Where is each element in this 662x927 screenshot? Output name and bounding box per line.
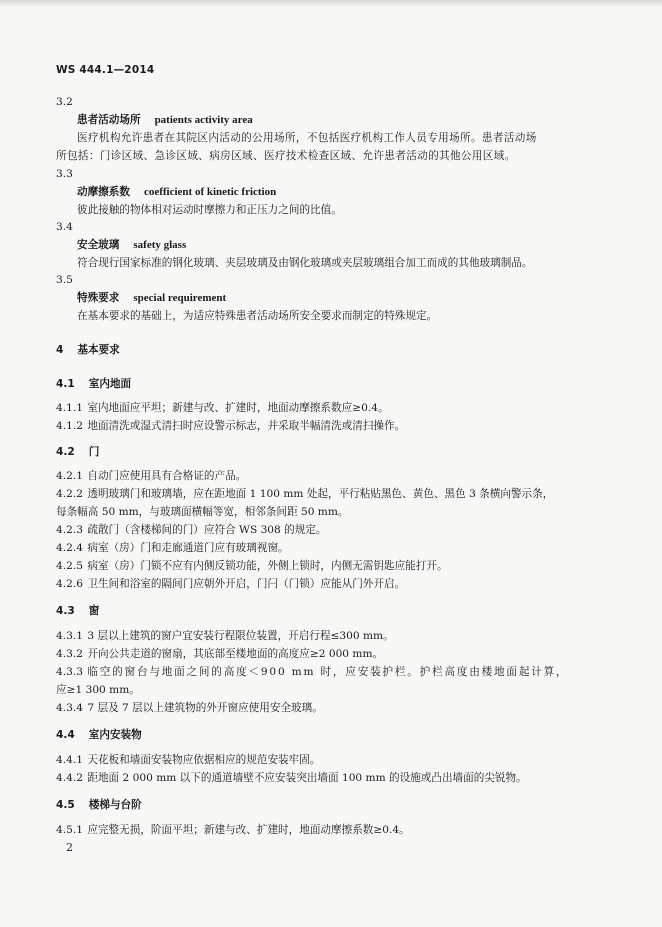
clause-number: 4.2.2: [56, 488, 83, 500]
clause-number: 4.2.5: [56, 560, 83, 572]
clause-number: 4.2.1: [56, 470, 83, 482]
term-english: special requirement: [133, 292, 227, 304]
section-number: 4.3: [56, 605, 75, 617]
clause-number: 4.3.3: [56, 666, 83, 678]
term-3-5: [77, 291, 226, 305]
clause-text: 病室（房）门锁不应有内侧反锁功能，外侧上锁时，内侧无需钥匙应能打开。: [87, 560, 448, 572]
clause-number: 4.2.6: [56, 578, 83, 590]
clause-text: 天花板和墙面安装物应依据相应的规范安装牢固。: [87, 754, 321, 766]
clause-text: 7 层及 7 层以上建筑物的外开窗应使用安全玻璃。: [87, 702, 323, 714]
clause-number: 4.3.2: [56, 648, 83, 660]
definition-line: 在基本要求的基础上，为适应特殊患者活动场所安全要求而制定的特殊规定。: [77, 310, 438, 322]
definition-line: 所包括：门诊区域、急诊区域、病房区域、医疗技术检查区域、允许患者活动的其他公用区域。: [56, 150, 516, 162]
definition-line: 彼此接触的物体相对运动时摩擦力和正压力之间的比值。: [77, 204, 342, 216]
clause-number: 4.2.3: [56, 524, 83, 536]
clause-text: 自动门应使用具有合格证的产品。: [87, 470, 247, 482]
clause-number-3-3: 3.3: [56, 168, 73, 180]
clause-number: 4.3.1: [56, 630, 83, 642]
clause-number-3-5: 3.5: [56, 274, 73, 286]
section-number: 4.2: [56, 446, 75, 458]
clause-4-4-1: [56, 753, 320, 767]
clause-text: 透明玻璃门和玻璃墙，应在距地面 1 100 mm 处起，平行粘贴黑色、黄色、黑色 3 条横向警示条，: [87, 488, 554, 500]
clause-4-3-1: [56, 629, 394, 643]
clause-text: 开向公共走道的窗扇，其底部至楼地面的高度应≥2 000 mm。: [87, 648, 384, 660]
term-english: coefficient of kinetic friction: [143, 186, 277, 198]
clause-number: 4.4.1: [56, 754, 83, 766]
clause-4-2-2: [56, 487, 553, 501]
clause-text: 应完整无损，阶面平坦；新建与改、扩建时，地面动摩擦系数≥0.4。: [87, 824, 410, 836]
clause-number-3-4: 3.4: [56, 221, 73, 233]
section-heading-4-1: [56, 377, 131, 391]
clause-continuation: 每条幅高 50 mm，与玻璃面横幅等宽，相邻条间距 50 mm。: [56, 506, 349, 518]
definition-line: 医疗机构允许患者在其院区内活动的公用场所，不包括医疗机构工作人员专用场所。患者活动场: [77, 132, 537, 144]
section-title: 楼梯与台阶: [88, 799, 142, 811]
term-chinese: 安全玻璃: [77, 239, 120, 251]
clause-4-1-1: [56, 401, 389, 415]
clause-4-2-6: [56, 577, 405, 591]
page-number: 2: [66, 841, 73, 854]
clause-text: 距地面 2 000 mm 以下的通道墙壁不应安装突出墙面 100 mm 的设施或凸出墙面的尖锐物。: [87, 772, 527, 784]
clause-text: 地面清洗或湿式清扫时应设警示标志，并采取半幅清洗或清扫操作。: [87, 420, 406, 432]
section-title: 窗: [88, 605, 100, 617]
clause-number-3-2: 3.2: [56, 96, 73, 108]
clause-number: 4.5.1: [56, 824, 83, 836]
term-chinese: 患者活动场所: [77, 114, 141, 126]
clause-continuation: 应≥1 300 mm。: [56, 684, 140, 696]
clause-text: 室内地面应平坦；新建与改、扩建时，地面动摩擦系数应≥0.4。: [87, 402, 389, 414]
section-heading-4-3: [56, 604, 99, 618]
section-title: 基本要求: [77, 344, 120, 356]
clause-4-5-1: [56, 823, 410, 837]
clause-text: 病室（房）门和走廊通道门应有玻璃视窗。: [87, 542, 289, 554]
clause-number: 4.4.2: [56, 772, 83, 784]
section-number: 4.4: [56, 729, 75, 741]
section-number: 4.1: [56, 378, 75, 390]
term-english: safety glass: [133, 239, 187, 251]
section-title: 室内地面: [88, 378, 132, 390]
clause-4-1-2: [56, 419, 405, 433]
clause-number: 4.2.4: [56, 542, 83, 554]
clause-number: 4.1.2: [56, 420, 83, 432]
section-number: 4.5: [56, 799, 75, 811]
section-title: 室内安装物: [88, 729, 142, 741]
clause-4-4-2: [56, 771, 527, 785]
clause-4-3-3: [56, 665, 568, 679]
clause-text: 临空的窗台与地面之间的高度＜900 mm 时，应安装护栏。护栏高度由楼地面起计算，: [87, 666, 569, 678]
term-3-4: [77, 238, 186, 252]
clause-number: 4.1.1: [56, 402, 83, 414]
section-heading-4-5: [56, 798, 142, 812]
clause-4-2-4: [56, 541, 289, 555]
clause-text: 疏散门（含楼梯间的门）应符合 WS 308 的规定。: [87, 524, 327, 536]
clause-4-2-5: [56, 559, 448, 573]
term-chinese: 动摩擦系数: [77, 186, 130, 198]
definition-line: 符合现行国家标准的钢化玻璃、夹层玻璃及由钢化玻璃或夹层玻璃组合加工而成的其他玻璃制品。: [77, 257, 533, 269]
section-title: 门: [88, 446, 100, 458]
clause-text: 卫生间和浴室的隔间门应朝外开启，门闩（门锁）应能从门外开启。: [87, 578, 406, 590]
term-3-3: [77, 185, 276, 199]
clause-4-2-3: [56, 523, 327, 537]
section-heading-4-2: [56, 445, 99, 459]
term-3-2: [77, 113, 253, 127]
clause-4-3-4: [56, 701, 323, 715]
term-english: patients activity area: [154, 114, 253, 126]
clause-4-2-1: [56, 469, 246, 483]
standard-header: WS 444.1—2014: [56, 64, 155, 76]
clause-text: 3 层以上建筑的窗户宜安装行程限位装置，开启行程≤300 mm。: [87, 630, 394, 642]
section-number: 4: [56, 344, 64, 356]
section-heading-4: [56, 343, 120, 357]
clause-number: 4.3.4: [56, 702, 83, 714]
clause-4-3-2: [56, 647, 383, 661]
section-heading-4-4: [56, 728, 142, 742]
term-chinese: 特殊要求: [77, 292, 120, 304]
